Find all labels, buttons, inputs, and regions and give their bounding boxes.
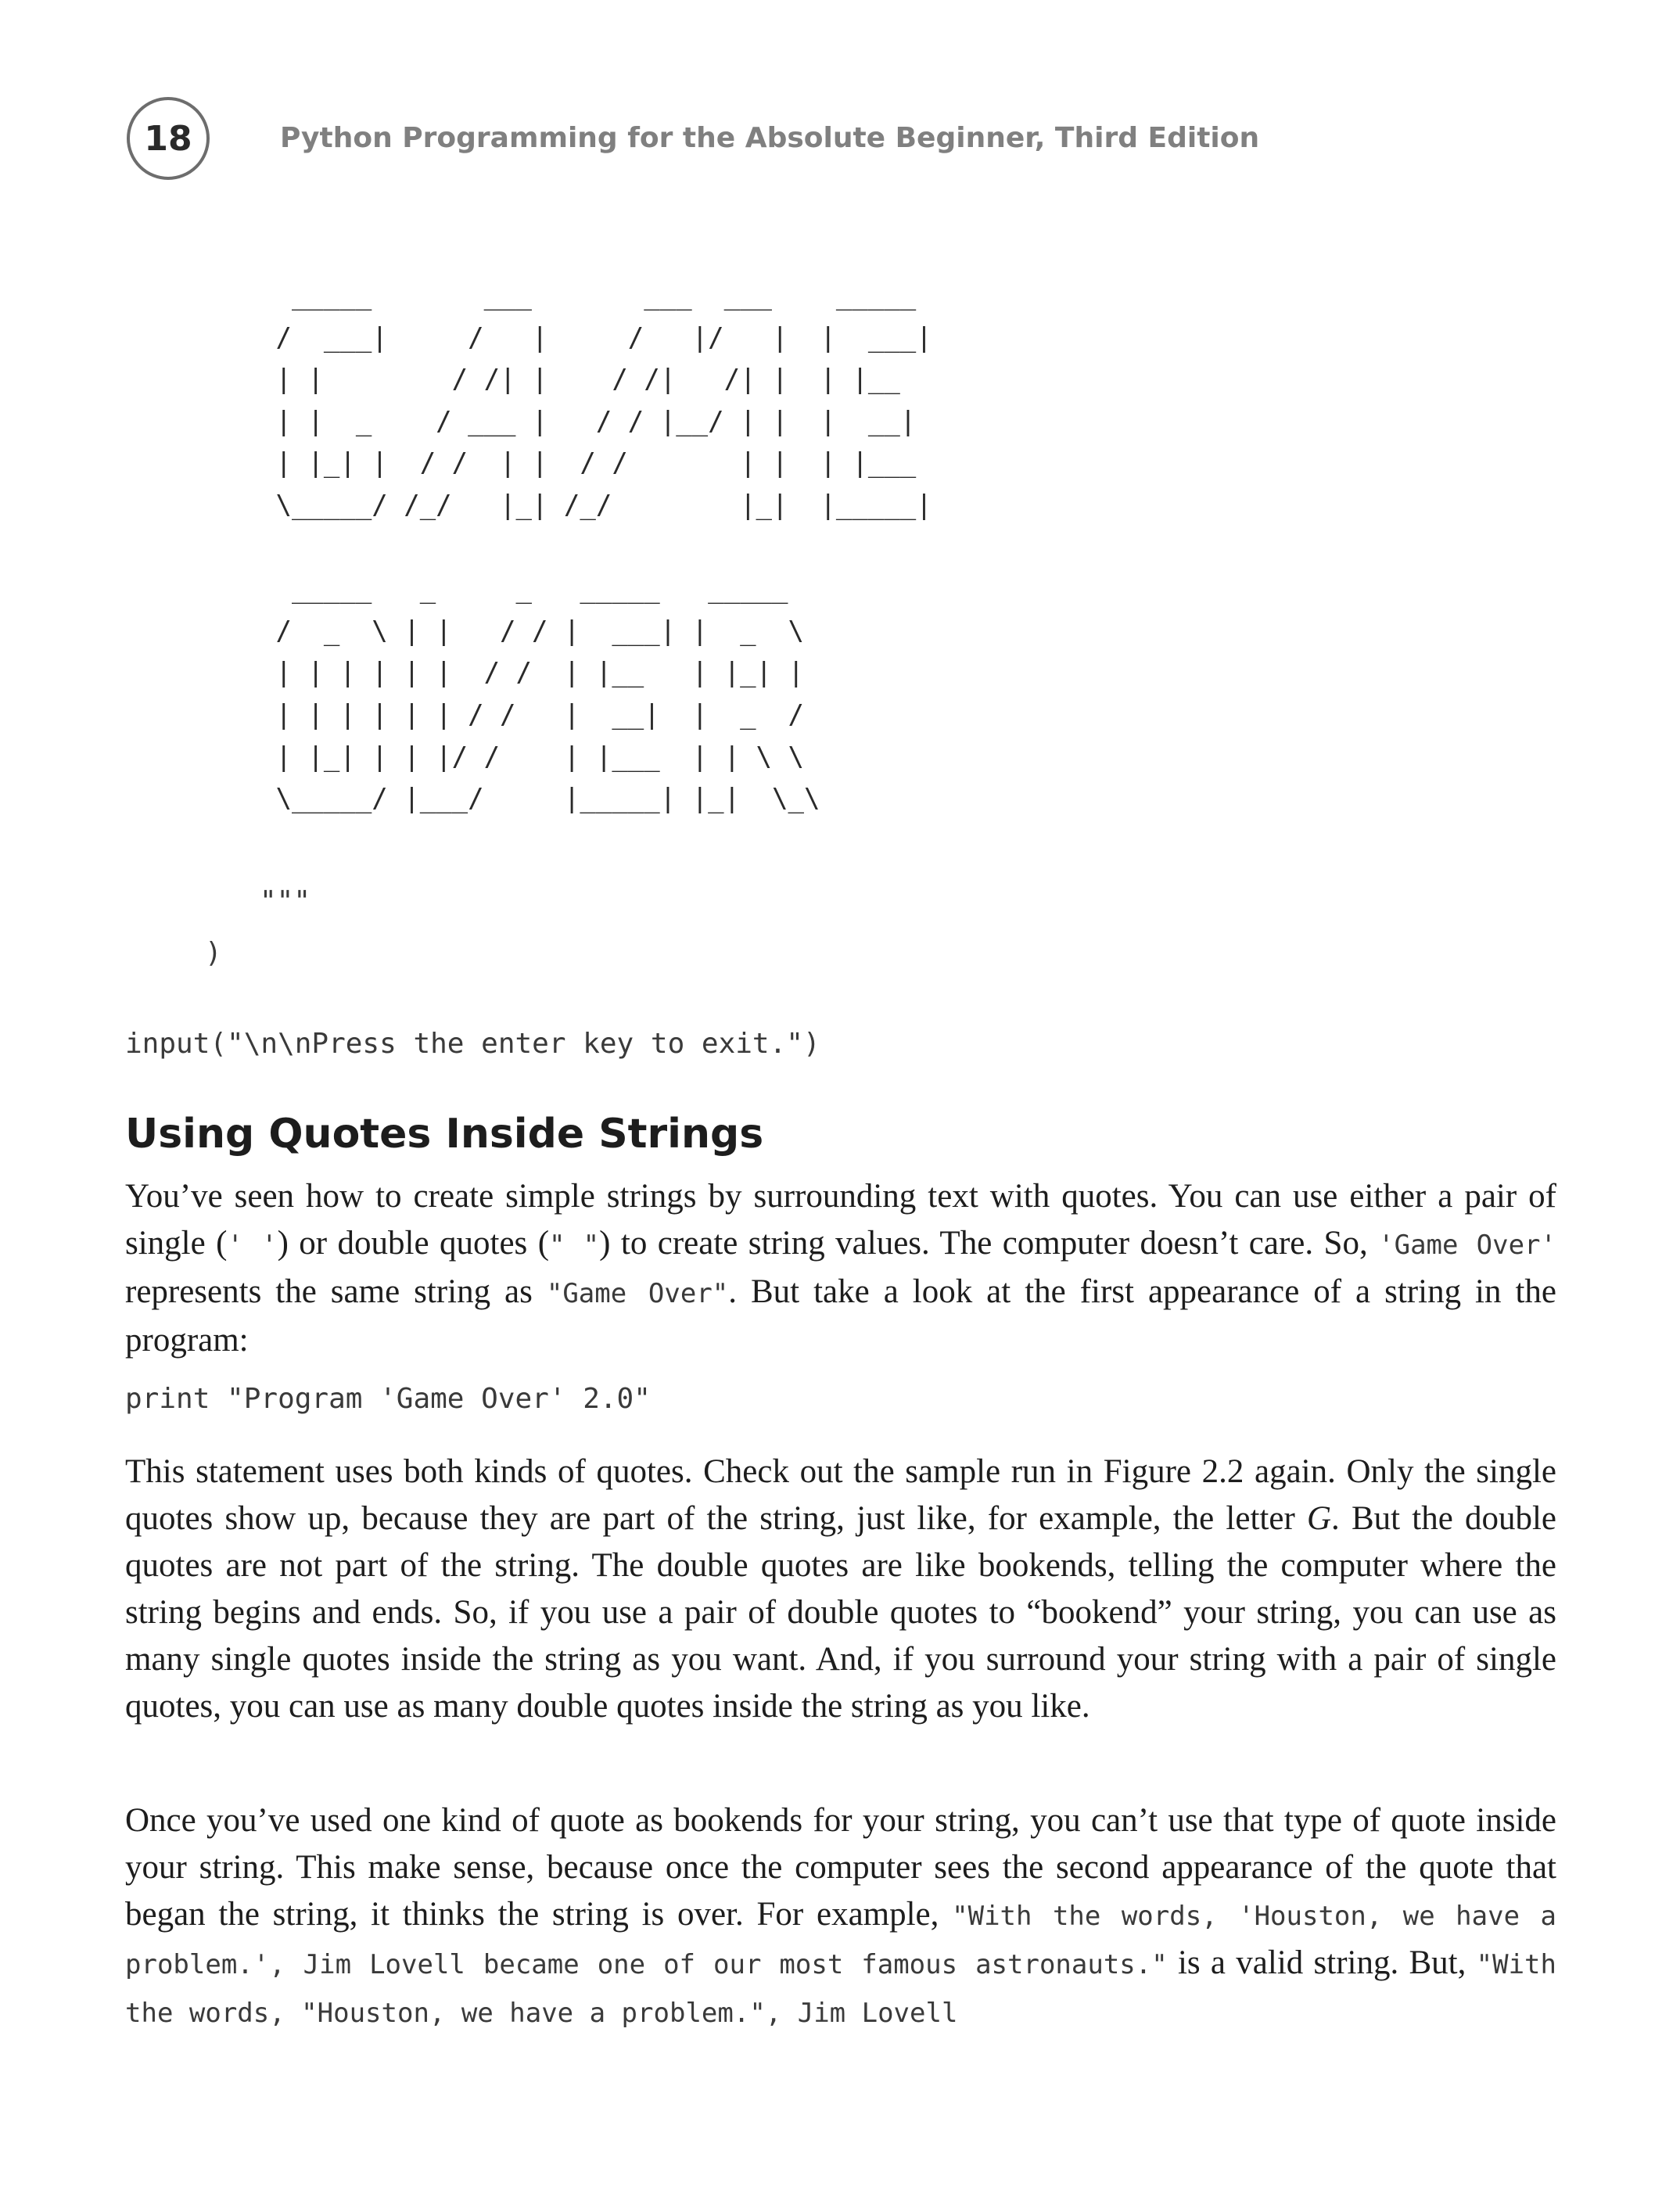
game-over-ascii-art: _____ ___ ___ ___ _____ / ___| / | / |/ | | ___| | | / /| | / /| /| | | |__ | | _ / ___ | / / |__/ | | | __| | |_| | / / | | / / | | | |___ \_____/ /_/ |_| /_/ |_| |_____| _____ _ _ _____ _____ / _ \ | | / / | ___| | _ \ | | | | | | / / | |__ | |_| | | | | | | | / / | __| | _ / | |_| | | |/ / | |___ | | \ \ \_____/ |___/ |_____| |_| \_\ [275, 280, 932, 815]
p1-text-5: . But take a look at the first appearance of a string in the program: [125, 1273, 1556, 1359]
p1-text-4: represents the same string as [125, 1273, 547, 1310]
p1-code-single-game-over: 'Game Over' [1378, 1230, 1556, 1261]
p1-text-1: You’ve seen how to create simple strings by surrounding text with quotes. You can use either a pair of single ( [125, 1178, 1556, 1262]
p2-text-2: . But the double quotes are not part of the string. The double quotes are like bookends, telling the computer where the string begins and ends. So, if you use a pair of double quotes to “bookend” your string, you can use as many single quotes inside the string as you want. And, if you surround your string with a pair of single quotes, you can use as many double quotes inside the string as you like. [125, 1500, 1556, 1725]
code-input-line: input("\n\nPress the enter key to exit.") [125, 1028, 820, 1060]
p2-letter-g: G [1306, 1500, 1332, 1537]
p2-text-1: This statement uses both kinds of quotes. Check out the sample run in Figure 2.2 again. Only the single quotes show up, because they are part of the string, just like, for example, the letter [125, 1453, 1556, 1537]
running-head-book-title: Python Programming for the Absolute Beginner, Third Edition [280, 122, 1260, 154]
p3-code-invalid-string: "With the words, "Houston, we have a problem.", Jim Lovell [125, 1949, 1556, 2029]
p3-text-2: is a valid string. But, [1167, 1944, 1477, 1981]
paragraph-quotes-intro [125, 1173, 1556, 1364]
p1-text-2: ) or double quotes ( [277, 1225, 550, 1262]
paragraph-both-quotes [125, 1449, 1556, 1730]
p3-text-1: Once you’ve used one kind of quote as bookends for your string, you can’t use that type of quote inside your string. This make sense, because once the computer sees the second appearance of the quote that began the string, it thinks the string is over. For example, [125, 1802, 1556, 1933]
p1-code-double-quotes: " " [549, 1230, 600, 1261]
code-triple-quote: """ [260, 885, 311, 917]
code-example-print: print "Program 'Game Over' 2.0" [125, 1383, 651, 1415]
p3-code-valid-string: "With the words, 'Houston, we have a problem.', Jim Lovell became one of our most famous astronauts." [125, 1901, 1556, 1980]
paragraph-bookends [125, 1797, 1556, 2037]
p1-code-double-game-over: "Game Over" [546, 1278, 729, 1309]
code-close-paren: ) [205, 937, 222, 969]
section-heading: Using Quotes Inside Strings [125, 1111, 764, 1158]
p1-text-3: ) to create string values. The computer doesn’t care. So, [599, 1225, 1379, 1262]
page-number: 18 [127, 97, 210, 180]
p1-code-single-quotes: ' ' [227, 1230, 278, 1261]
